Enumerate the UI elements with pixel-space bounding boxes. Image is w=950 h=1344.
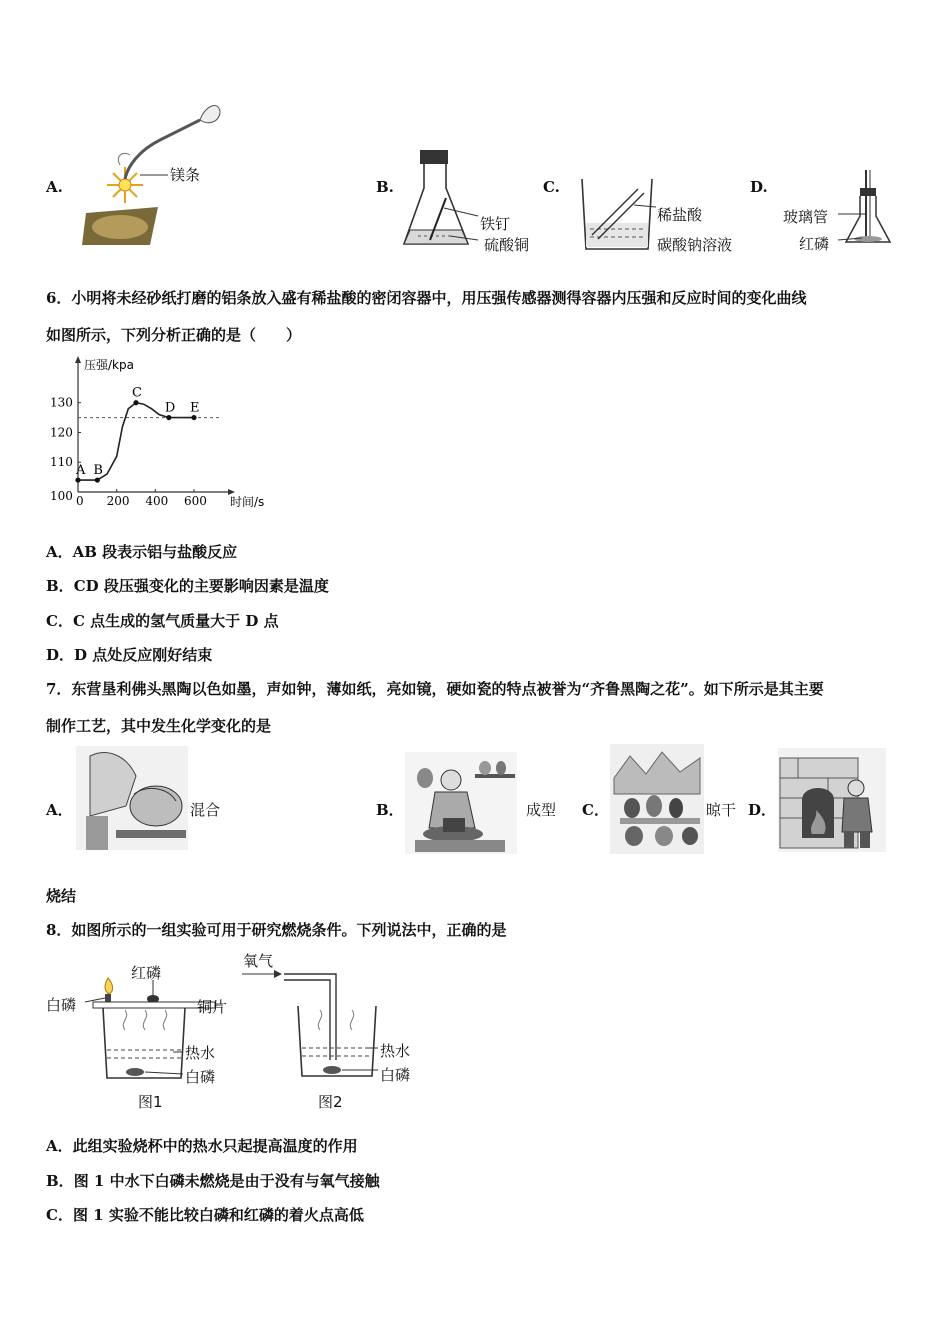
beaker-figure [578,175,658,253]
fig2-caption: 图2 [318,1093,343,1111]
q6-option-c-text: C 点生成的氢气质量大于 D 点 [72,612,279,630]
q7-option-a-label: 混合 [190,801,221,819]
clay-mixing-image [76,746,188,850]
q6-option-a[interactable] [46,541,237,562]
x-tick-label: 200 [106,494,130,508]
q7-stem-line2: 制作工艺，其中发生化学变化的是 [46,717,272,735]
x-tick-label: 0 [76,494,84,508]
q5-option-b-letter: B. [376,178,394,196]
q6-option-c[interactable] [46,610,279,631]
q8-option-a[interactable] [46,1135,358,1156]
q7-option-d-label: 烧结 [46,887,77,905]
fig2-hot-water-label: 热水 [380,1042,411,1060]
q7-option-c-label: 晾干 [706,801,737,819]
q8-stem: 8．如图所示的一组实验可用于研究燃烧条件。下列说法中，正确的是 [46,921,507,939]
hydrochloric-acid-label: 稀盐酸 [657,206,703,224]
x-axis-label: 时间/s [230,495,265,509]
fig1-caption: 图1 [138,1093,163,1111]
point-b [95,477,100,482]
fig1-white-phosphorus-top-label: 白磷 [46,996,77,1014]
fig1-red-phosphorus-label: 红磷 [131,964,162,982]
fig1-white-phosphorus-bottom-label: 白磷 [185,1068,216,1086]
magnesium-burning-figure [80,95,230,250]
q8-option-b[interactable] [46,1170,380,1191]
q8-option-a-letter: A． [46,1137,73,1155]
q8-option-c-text: 图 1 实验不能比较白磷和红磷的着火点高低 [72,1206,364,1224]
q8-option-a-text: 此组实验烧杯中的热水只起提高温度的作用 [72,1137,358,1155]
sodium-carbonate-label: 碳酸钠溶液 [657,236,733,254]
y-axis-arrow [75,356,81,363]
point-label-e: E [190,400,200,416]
fig1-copper-sheet-label: 铜片 [197,998,228,1016]
x-tick-label: 400 [145,494,169,508]
point-c [133,400,138,405]
q7-option-b-letter: B． [376,801,404,819]
q8-option-b-text: 图 1 中水下白磷未燃烧是由于没有与氧气接触 [73,1172,380,1190]
q5-option-a-letter: A. [46,178,63,196]
red-phosphorus-label: 红磷 [799,235,830,253]
point-d [166,415,171,420]
point-e [191,415,196,420]
q7-option-a-letter: A． [46,801,73,819]
copper-sulfate-label: 硫酸铜 [484,236,530,254]
q8-option-c[interactable] [46,1204,364,1225]
q6-option-a-text: AB 段表示铝与盐酸反应 [72,543,238,561]
q6-option-d-text: D 点处反应刚好结束 [74,646,213,664]
y-axis-label: 压强/kpa [84,358,134,372]
point-a [75,477,80,482]
q5-option-c-letter: C. [543,178,560,196]
pottery-drying-image [610,744,704,854]
glass-tube-label: 玻璃管 [783,208,829,226]
fig2-oxygen-label: 氧气 [243,952,274,970]
y-tick-label: 100 [50,489,73,503]
flask-with-tube-figure [838,168,898,250]
q6-option-d-letter: D． [46,646,75,664]
q6-option-d[interactable] [46,644,212,665]
point-label-d: D [164,400,176,416]
q7-option-c-letter: C． [582,801,609,819]
conical-flask-figure [400,148,480,253]
pottery-forming-image [405,752,517,854]
q6-stem-line1: 6．小明将未经砂纸打磨的铝条放入盛有稀盐酸的密闭容器中，用压强传感器测得容器内压强和反应时间的变化曲线 [46,289,807,307]
q6-option-b[interactable] [46,575,329,596]
fig1-hot-water-label: 热水 [185,1044,216,1062]
y-tick-label: 110 [50,455,73,470]
q6-option-b-letter: B． [46,577,74,595]
kiln-sintering-image [778,748,886,852]
magnesium-label: 镁条 [170,166,201,184]
q7-option-b-label: 成型 [526,801,557,819]
iron-nail-label: 铁钉 [480,215,511,233]
q7-option-d-letter: D． [748,801,777,819]
point-label-a: A [76,463,86,479]
q8-option-b-letter: B． [46,1172,74,1190]
q8-option-c-letter: C． [46,1206,73,1224]
y-tick-label: 120 [50,425,73,440]
y-tick-label: 130 [50,395,73,410]
q5-option-d-letter: D. [750,178,768,196]
q6-stem-line2: 如图所示，下列分析正确的是（ ） [46,326,302,344]
q6-option-a-letter: A． [46,543,73,561]
fig2-white-phosphorus-label: 白磷 [380,1066,411,1084]
pressure-time-chart [50,352,265,514]
x-tick-label: 600 [184,494,207,508]
q6-option-c-letter: C． [46,612,73,630]
point-label-b: B [93,463,103,479]
q6-option-b-text: CD 段压强变化的主要影响因素是温度 [73,577,329,595]
q7-stem-line1: 7．东营垦利佛头黑陶以色如墨，声如钟，薄如纸，亮如镜，硬如瓷的特点被誉为“齐鲁黑陶之花”。如下所示是其主要 [46,680,824,698]
point-label-c: C [132,385,142,401]
